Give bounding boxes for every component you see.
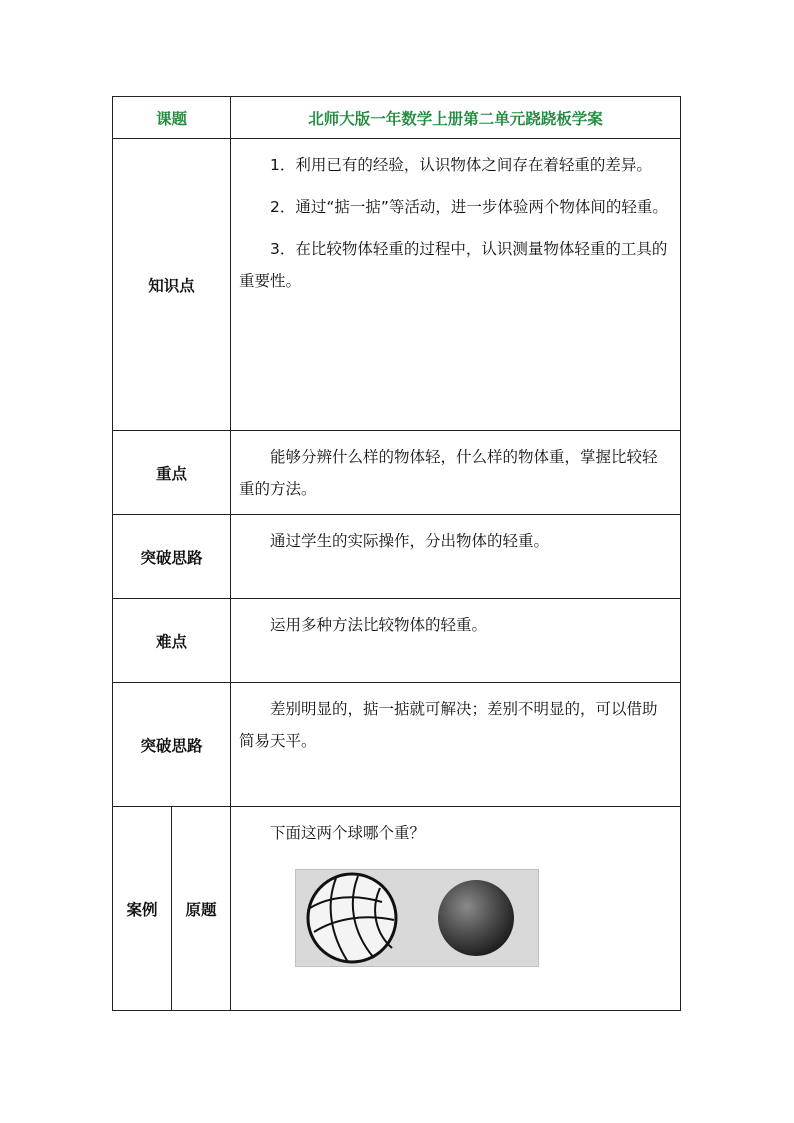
knowledge-label: 知识点 <box>113 139 231 431</box>
breakthrough-text-2: 差别明显的，掂一掂就可解决；差别不明显的，可以借助简易天平。 <box>239 700 658 750</box>
original-problem-label: 原题 <box>172 807 231 1011</box>
breakthrough-row-1 <box>113 515 681 599</box>
difficulty-text: 运用多种方法比较物体的轻重。 <box>270 616 488 634</box>
breakthrough-content-2 <box>231 683 681 807</box>
topic-label: 课题 <box>113 97 231 139</box>
difficulty-content <box>231 599 681 683</box>
key-point-content <box>231 431 681 515</box>
case-content <box>231 807 681 1011</box>
breakthrough-content-1 <box>231 515 681 599</box>
balls-image <box>295 869 539 967</box>
knowledge-point-3: 3．在比较物体轻重的过程中，认识测量物体轻重的工具的重要性。 <box>239 240 668 290</box>
knowledge-row <box>113 139 681 431</box>
case-label: 案例 <box>113 807 172 1011</box>
title-row <box>113 97 681 139</box>
difficulty-row <box>113 599 681 683</box>
breakthrough-label-1: 突破思路 <box>113 515 231 599</box>
volleyball-icon <box>308 874 396 962</box>
key-point-label: 重点 <box>113 431 231 515</box>
knowledge-point-1: 1．利用已有的经验，认识物体之间存在着轻重的差异。 <box>270 156 652 174</box>
breakthrough-row-2 <box>113 683 681 807</box>
key-point-text: 能够分辨什么样的物体轻，什么样的物体重，掌握比较轻重的方法。 <box>239 448 658 498</box>
case-row <box>113 807 681 1011</box>
breakthrough-label-2: 突破思路 <box>113 683 231 807</box>
knowledge-content <box>231 139 681 431</box>
key-point-row <box>113 431 681 515</box>
difficulty-label: 难点 <box>113 599 231 683</box>
heavy-ball-icon <box>438 880 514 956</box>
case-question: 下面这两个球哪个重？ <box>270 824 426 842</box>
lesson-plan-table <box>112 96 681 1011</box>
knowledge-point-2: 2．通过“掂一掂”等活动，进一步体验两个物体间的轻重。 <box>270 198 668 216</box>
breakthrough-text-1: 通过学生的实际操作，分出物体的轻重。 <box>270 532 550 550</box>
lesson-title: 北师大版一年数学上册第二单元跷跷板学案 <box>231 97 681 139</box>
